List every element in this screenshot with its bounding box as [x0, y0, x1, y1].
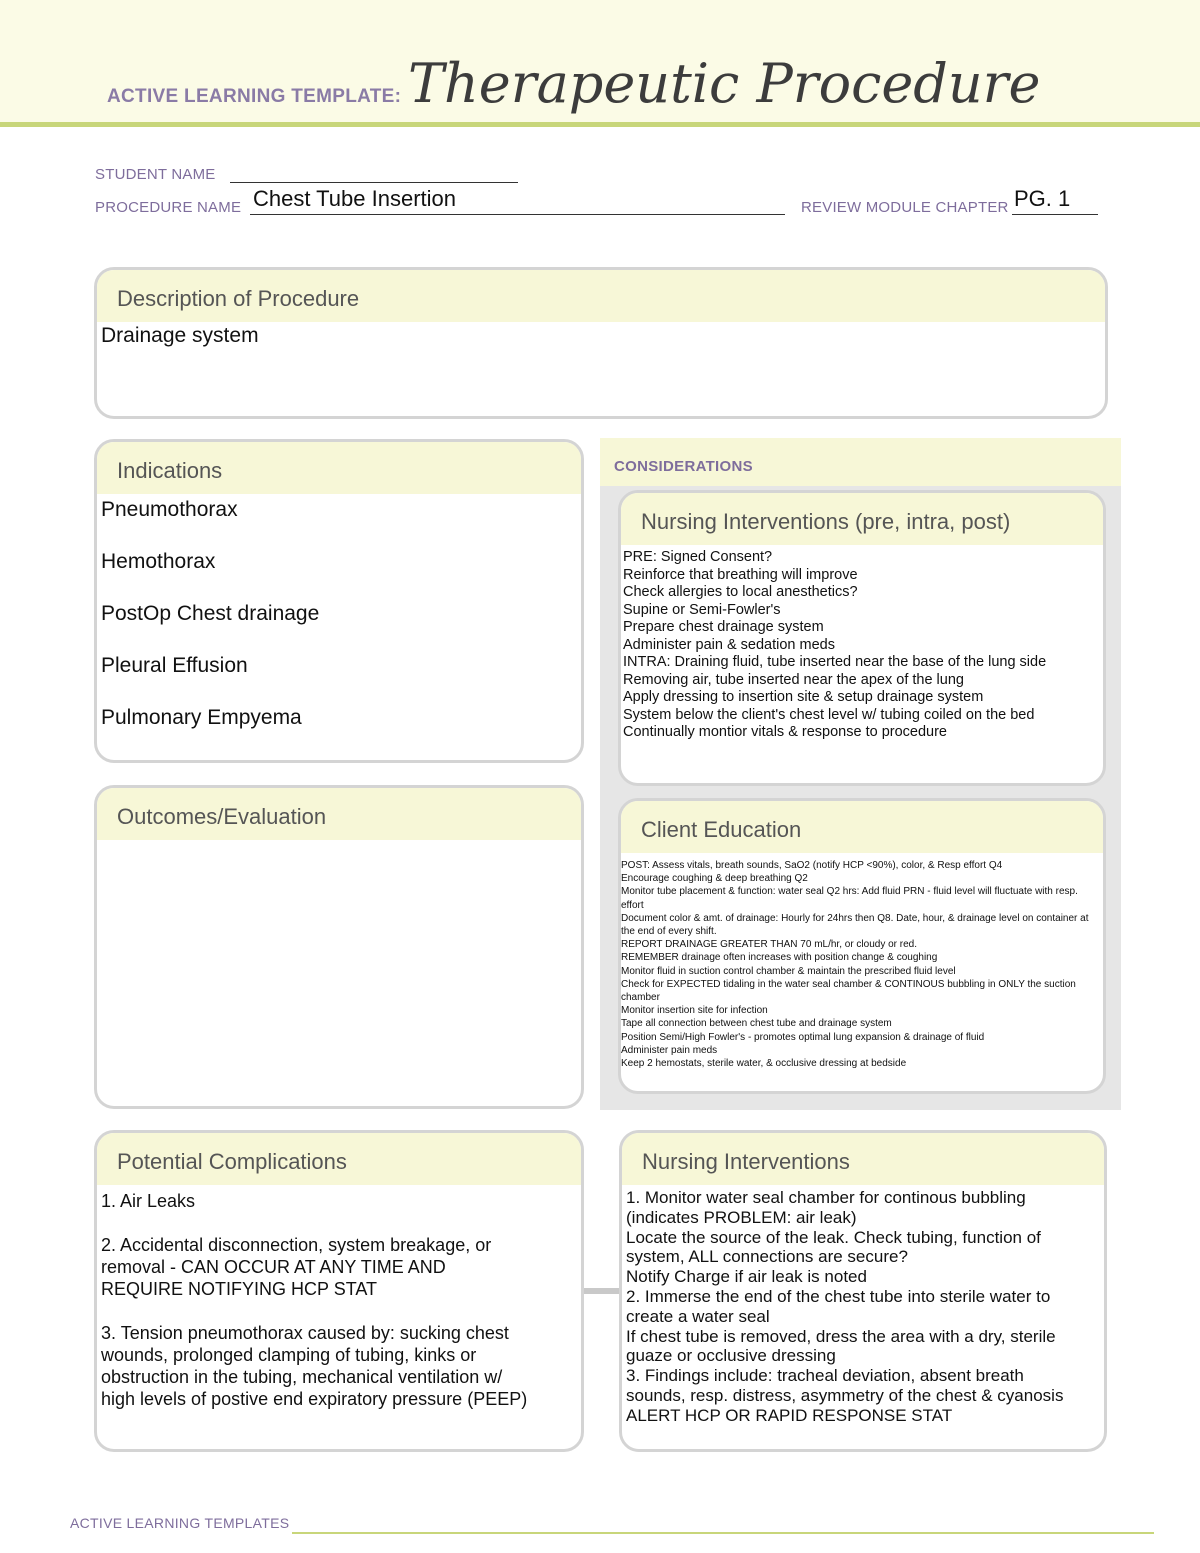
description-text[interactable]: Drainage system: [101, 324, 259, 347]
nursing-interventions-title: Nursing Interventions: [622, 1133, 1104, 1185]
list-item: Pulmonary Empyema: [101, 706, 302, 729]
list-item: Administer pain & sedation meds: [623, 636, 835, 653]
description-title: Description of Procedure: [97, 270, 1105, 322]
nursing-interventions-box: [619, 1130, 1107, 1452]
list-item: Monitor tube placement & function: water seal Q2 hrs: Add fluid PRN - fluid level will fluctuate with resp. effort: [621, 886, 1078, 911]
template-label: ACTIVE LEARNING TEMPLATE:: [107, 86, 402, 107]
indications-title: Indications: [97, 442, 581, 494]
list-item: Position Semi/High Fowler's - promotes optimal lung expansion & drainage of fluid: [621, 1031, 985, 1043]
nursing-interventions-pre-box: [618, 490, 1106, 786]
list-item: [101, 1212, 581, 1234]
list-item: [101, 1300, 581, 1322]
list-item: Pleural Effusion: [101, 654, 248, 677]
list-item: removal - CAN OCCUR AT ANY TIME AND: [101, 1257, 446, 1277]
list-item: Hemothorax: [101, 550, 216, 573]
list-item: 2. Immerse the end of the chest tube into sterile water to: [626, 1286, 1051, 1306]
list-item: Monitor insertion site for infection: [621, 1005, 768, 1017]
considerations-label: CONSIDERATIONS: [600, 438, 1121, 486]
complications-list[interactable]: [101, 1190, 581, 1410]
header-rule: [0, 122, 1200, 127]
nursing-interventions-pre-title: Nursing Interventions (pre, intra, post): [621, 493, 1103, 545]
description-box: [94, 267, 1108, 419]
student-name-label: STUDENT NAME: [95, 166, 216, 183]
list-item: system, ALL connections are secure?: [626, 1247, 908, 1267]
list-item: Encourage coughing & deep breathing Q2: [621, 873, 808, 885]
outcomes-title: Outcomes/Evaluation: [97, 788, 581, 840]
considerations-panel: [600, 438, 1121, 1110]
page-title: Therapeutic Procedure: [408, 52, 1041, 115]
list-item: obstruction in the tubing, mechanical ventilation w/: [101, 1367, 503, 1387]
review-module-line: [1012, 214, 1098, 215]
list-item: Pneumothorax: [101, 498, 238, 521]
list-item: 3. Findings include: tracheal deviation, absent breath: [626, 1366, 1024, 1386]
list-item: Continually montior vitals & response to procedure: [623, 724, 947, 740]
list-item: Prepare chest drainage system: [623, 619, 824, 635]
list-item: INTRA: Draining fluid, tube inserted near the base of the lung side: [623, 654, 1047, 670]
list-item: PRE: Signed Consent?: [623, 549, 773, 565]
list-item: create a water seal: [626, 1306, 770, 1326]
list-item: wounds, prolonged clamping of tubing, kinks or: [101, 1345, 477, 1365]
procedure-name-field[interactable]: Chest Tube Insertion: [253, 186, 457, 211]
list-item: Check for EXPECTED tidaling in the water seal chamber & CONTINOUS bubbling in ONLY the suction chamber: [621, 978, 1076, 1004]
list-item: Notify Charge if air leak is noted: [626, 1267, 867, 1287]
list-item: 2. Accidental disconnection, system breakage, or: [101, 1235, 492, 1255]
list-item: 1. Monitor water seal chamber for continous bubbling: [626, 1188, 1026, 1207]
box-connector: [584, 1288, 620, 1294]
complications-title: Potential Complications: [97, 1133, 581, 1185]
list-item: Document color & amt. of drainage: Hourly for 24hrs then Q8. Date, hour, & drainage level on container at the end of every shift.: [621, 912, 1089, 938]
list-item: Check allergies to local anesthetics?: [623, 584, 858, 600]
list-item: (indicates PROBLEM: air leak): [626, 1207, 857, 1227]
list-item: REQUIRE NOTIFYING HCP STAT: [101, 1279, 378, 1299]
client-education-list[interactable]: [621, 859, 1097, 1070]
list-item: Monitor fluid in suction control chamber & maintain the prescribed fluid level: [621, 965, 956, 977]
list-item: Keep 2 hemostats, sterile water, & occlusive dressing at bedside: [621, 1058, 907, 1070]
list-item: PostOp Chest drainage: [101, 602, 320, 625]
list-item: Reinforce that breathing will improve: [623, 566, 858, 583]
list-item: System below the client's chest level w/ tubing coiled on the bed: [623, 706, 1035, 723]
nursing-interventions-pre-list[interactable]: [623, 549, 1103, 742]
review-module-label: REVIEW MODULE CHAPTER: [801, 199, 1009, 216]
list-item: Removing air, tube inserted near the apex of the lung: [623, 671, 964, 688]
list-item: guaze or occlusive dressing: [626, 1346, 836, 1366]
list-item: ALERT HCP OR RAPID RESPONSE STAT: [626, 1405, 953, 1425]
list-item: 1. Air Leaks: [101, 1191, 196, 1211]
student-name-line: [230, 182, 518, 183]
list-item: Locate the source of the leak. Check tubing, function of: [626, 1227, 1041, 1247]
list-item: POST: Assess vitals, breath sounds, SaO2 (notify HCP <90%), color, & Resp effort Q4: [621, 860, 1003, 871]
list-item: Apply dressing to insertion site & setup drainage system: [623, 689, 984, 705]
review-module-field[interactable]: PG. 1: [1014, 186, 1071, 211]
list-item: Supine or Semi-Fowler's: [623, 601, 781, 618]
list-item: Tape all connection between chest tube and drainage system: [621, 1018, 892, 1030]
procedure-name-line: [250, 214, 785, 215]
list-item: REMEMBER drainage often increases with position change & coughing: [621, 952, 938, 964]
client-education-box: [618, 798, 1106, 1094]
client-education-title: Client Education: [621, 801, 1103, 853]
indications-list[interactable]: [101, 498, 581, 758]
list-item: high levels of postive end expiratory pressure (PEEP): [101, 1389, 528, 1409]
list-item: 3. Tension pneumothorax caused by: sucking chest: [101, 1323, 509, 1343]
list-item: If chest tube is removed, dress the area with a dry, sterile: [626, 1326, 1056, 1346]
list-item: REPORT DRAINAGE GREATER THAN 70 mL/hr, or cloudy or red.: [621, 939, 918, 951]
outcomes-box[interactable]: [94, 785, 584, 1109]
list-item: Administer pain meds: [621, 1044, 718, 1056]
complications-box: [94, 1130, 584, 1452]
footer-rule: [292, 1532, 1154, 1534]
procedure-name-label: PROCEDURE NAME: [95, 199, 242, 216]
nursing-interventions-list[interactable]: [626, 1188, 1104, 1426]
list-item: sounds, resp. distress, asymmetry of the chest & cyanosis: [626, 1385, 1064, 1405]
footer-text: ACTIVE LEARNING TEMPLATES: [70, 1515, 290, 1531]
indications-box: [94, 439, 584, 763]
